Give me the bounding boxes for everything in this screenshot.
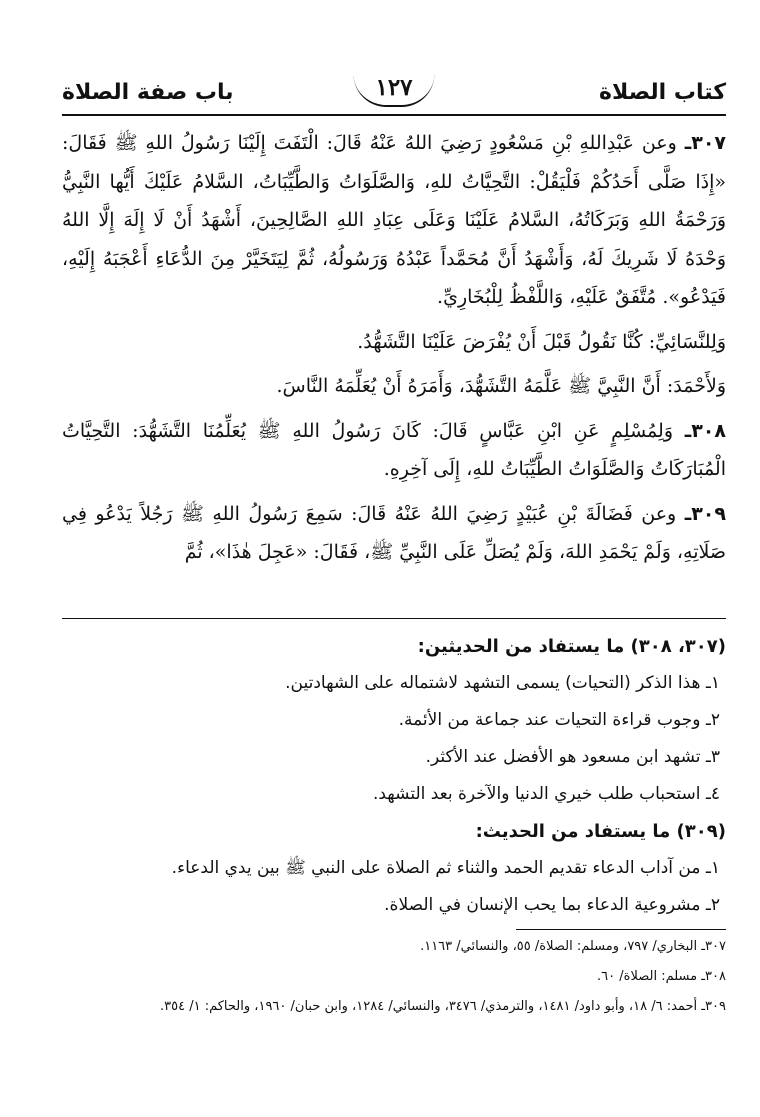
- hadith-number: ٣٠٩ـ: [684, 502, 726, 525]
- hadith-number: ٣٠٨ـ: [684, 419, 726, 442]
- chapter-title: باب صفة الصلاة: [62, 80, 234, 105]
- benefit-item: ١ـ من آداب الدعاء تقديم الحمد والثناء ثم الصلاة على النبي ﷺ بين يدي الدعاء.: [171, 858, 720, 878]
- page-header: [62, 74, 726, 120]
- benefit-item: ١ـ هذا الذكر (التحيات) يسمى التشهد لاشتماله على الشهادتين.: [285, 673, 720, 693]
- benefit-item: ٤ـ استحباب طلب خيري الدنيا والآخرة بعد التشهد.: [372, 784, 720, 804]
- hadith-text: [62, 124, 726, 578]
- benefit-item: ٢ـ وجوب قراءة التحيات عند جماعة من الأئمة.: [398, 710, 720, 730]
- benefit-item: ٣ـ تشهد ابن مسعود هو الأفضل عند الأكثر.: [425, 747, 720, 767]
- hadith-309: [62, 495, 726, 572]
- book-title: كتاب الصلاة: [599, 80, 726, 105]
- hadith-307-ahmad: وَلأَحْمَدَ: أَنَّ النَّبِيَّ ﷺ عَلَّمَهُ التَّشَهُّدَ، وَأَمَرَهُ أَنْ يُعَلِّمَهُ النَّاسَ.: [276, 375, 726, 397]
- footnote: ٣٠٧ـ البخاري/ ٧٩٧، ومسلم: الصلاة/ ٥٥، والنسائي/ ١١٦٣.: [420, 939, 726, 954]
- section-divider: [62, 618, 726, 619]
- page-number: ١٢٧: [353, 74, 434, 107]
- benefits-heading: (٣٠٧، ٣٠٨) ما يستفاد من الحديثين:: [417, 636, 726, 657]
- hadith-body: وَلِمُسْلِمٍ عَنِ ابْنِ عَبَّاسٍ قَالَ: كَانَ رَسُولُ اللهِ ﷺ يُعَلِّمُنَا التَّشَهُّدَ: التَّحِيَّاتُ الْمُبَارَكَاتُ وَالصَّلَوَاتُ الطَّيِّبَاتُ للهِ، إِلَى آخِرِهِ.: [62, 419, 726, 480]
- header-rule: [62, 114, 726, 116]
- hadith-307-nasai: وَلِلنَّسَائِيِّ: كُنَّا نَقُولُ قَبْلَ أَنْ يُفْرَضَ عَلَيْنَا التَّشَهُّدُ.: [357, 330, 726, 353]
- footnote: ٣٠٨ـ مسلم: الصلاة/ ٦٠.: [597, 969, 726, 984]
- hadith-307: [62, 124, 726, 317]
- hadith-body: وعن عَبْدِاللهِ بْنِ مَسْعُودٍ رَضِيَ اللهُ عَنْهُ قَالَ: الْتَفَتَ إِلَيْنَا رَسُولُ اللهِ ﷺ فَقَالَ: «إِذَا صَلَّى أَحَدُكُمْ فَلْيَقُلْ: التَّحِيَّاتُ للهِ، وَالصَّلَوَاتُ وَالطَّيِّبَاتُ، السَّلامُ عَلَيْكَ أَيُّها النَّبِيُّ وَرَحْمَةُ اللهِ وَبَرَكَاتُهُ، السَّلامُ عَلَيْنَا وَعَلَى عِبَادِ اللهِ الصَّالِحِينَ، أَشْهَدُ أَنْ لَا إِلَهَ إِلَّا اللهُ وَحْدَهُ لَا شَرِيكَ لَهُ، وَأَشْهَدُ أَنَّ مُحَمَّداً عَبْدُهُ وَرَسُولُهُ، ثُمَّ لِيَتَخَيَّرْ مِنَ الدُّعَاءِ أَعْجَبَهُ إِلَيْهِ، فَيَدْعُو». مُتَّفَقٌ عَلَيْهِ، وَاللَّفْظُ لِلْبُخَارِيِّ.: [62, 132, 726, 308]
- footnote: ٣٠٩ـ أحمد: ٦/ ١٨، وأبو داود/ ١٤٨١، والترمذي/ ٣٤٧٦، والنسائي/ ١٢٨٤، وابن حبان/ ١٩٦٠، والحاكم: ١/ ٣٥٤.: [159, 999, 726, 1014]
- benefits-section: [62, 628, 726, 924]
- hadith-body: وعن فَضَالَةَ بْنِ عُبَيْدٍ رَضِيَ اللهُ عَنْهُ قَالَ: سَمِعَ رَسُولُ اللهِ ﷺ رَجُلاً يَدْعُو فِي صَلَاتِهِ، وَلَمْ يَحْمَدِ اللهَ، وَلَمْ يُصَلِّ عَلَى النَّبِيِّ ﷺ، فَقَالَ: «عَجِلَ هٰذَا»، ثُمَّ: [62, 502, 726, 563]
- footnotes: [62, 932, 726, 1022]
- benefit-item: ٢ـ مشروعية الدعاء بما يحب الإنسان في الصلاة.: [384, 895, 720, 915]
- hadith-308: [62, 412, 726, 489]
- hadith-number: ٣٠٧ـ: [684, 132, 727, 154]
- benefits-heading: (٣٠٩) ما يستفاد من الحديث:: [475, 821, 726, 842]
- footnote-rule: [516, 929, 726, 930]
